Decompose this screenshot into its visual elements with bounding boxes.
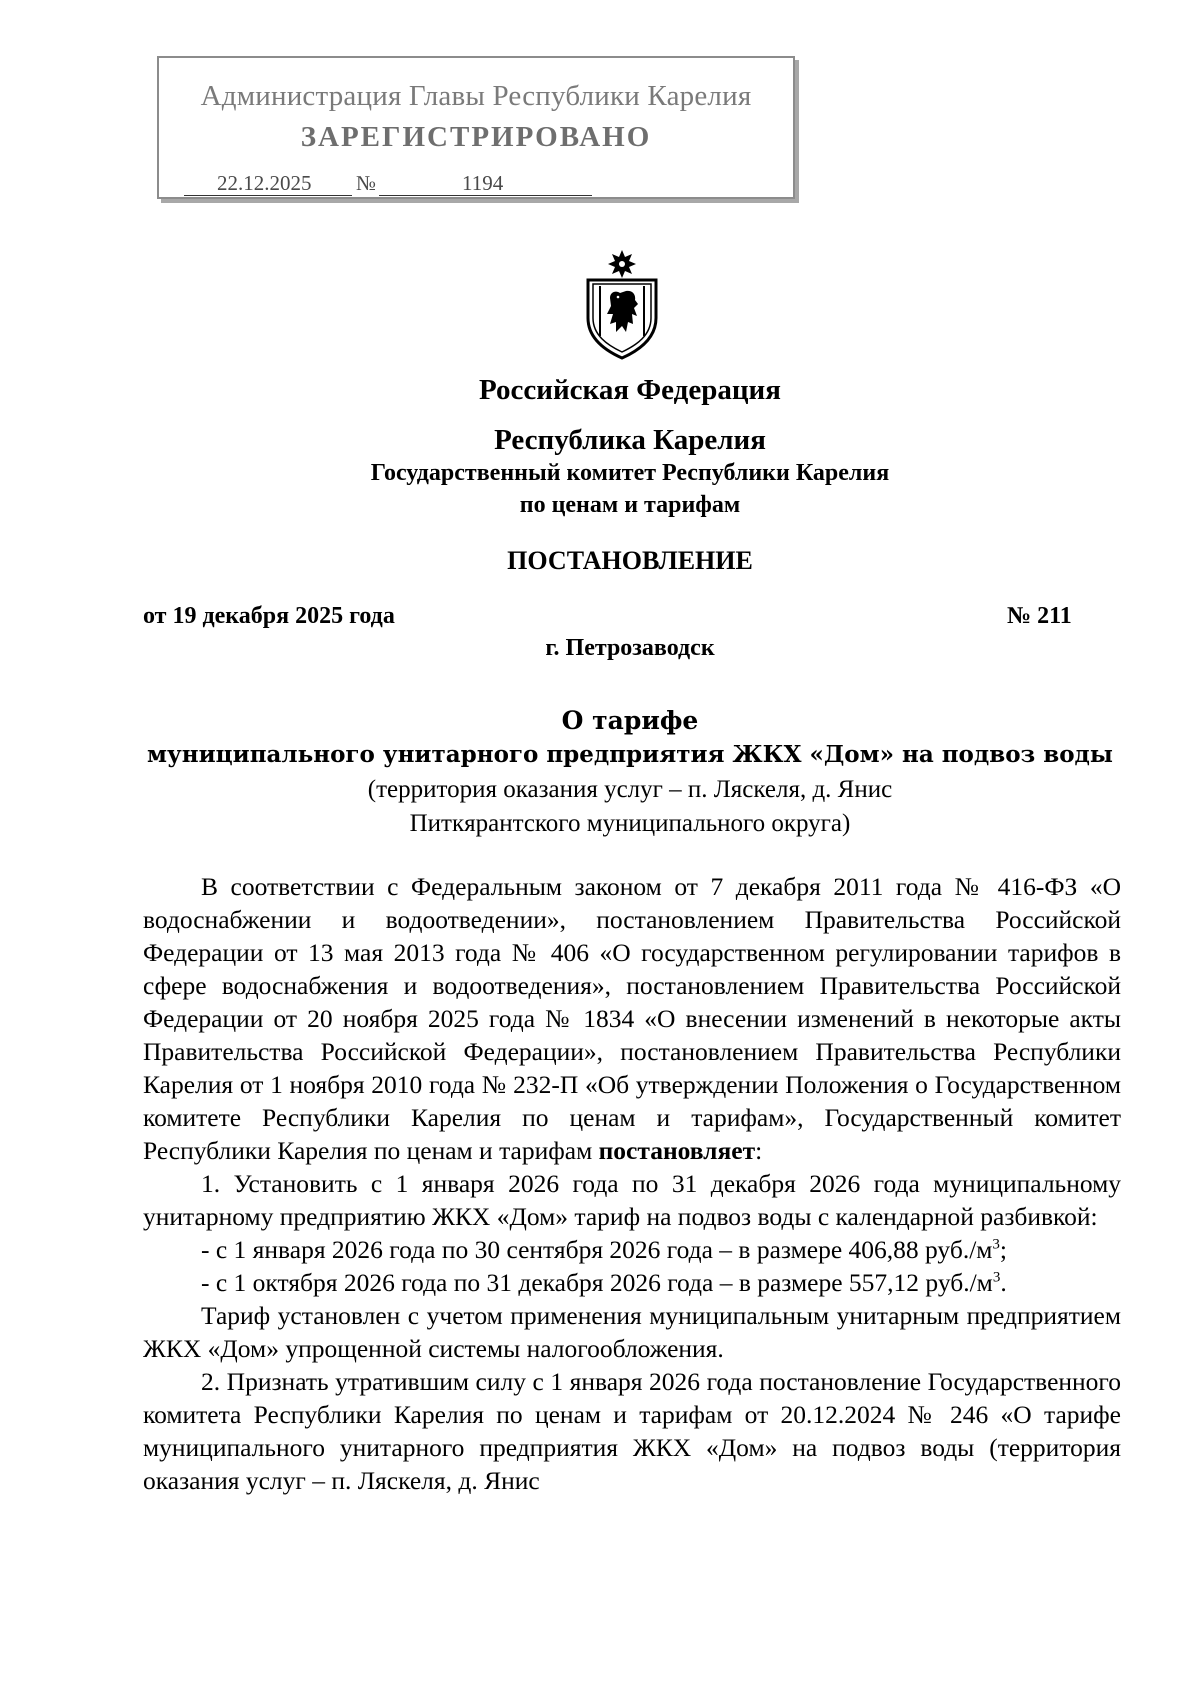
title-line1: О тарифе: [561, 706, 699, 735]
country-heading: Российская Федерация: [479, 374, 781, 406]
preamble-paragraph: В соответствии с Федеральным законом от 7 декабря 2011 года № 416-ФЗ «О водоснабжении и водоотведении», постановлением Правительства Российской Федерации от 13 мая 2013 года № 406 «О государственном регулировании тарифов в сфере водоснабжения и водоотведения», постановлением Правительства Российской Федерации от 20 ноября 2025 года № 1834 «О внесении изменений в некоторые акты Правительства Российской Федерации», постановлением Правительства Республики Карелия от 1 ноября 2010 года № 232-П «Об утверждении Положения о Государственном комитете Республики Карелия по ценам и тарифам», Государственный комитет Республики Карелия по ценам и тарифам постановляет:: [143, 872, 1121, 1165]
tax-note-paragraph: Тариф установлен с учетом применения муниципальным унитарным предприятием ЖКХ «Дом» упрощенной системы налогообложения.: [143, 1301, 1121, 1363]
clause-1: 1. Установить с 1 января 2026 года по 31 декабря 2026 года муниципальному унитарному предприятию ЖКХ «Дом» тариф на подвоз воды с календарной разбивкой:: [143, 1169, 1121, 1231]
committee-heading-line1: Государственный комитет Республики Карелия: [370, 460, 890, 486]
stamp-date: 22.12.2025: [184, 171, 352, 196]
document-date: от 19 декабря 2025 года: [143, 603, 395, 629]
tariff-period-1: - с 1 января 2026 года по 30 сентября 2026 года – в размере 406,88 $руб./м^3$;: [201, 1235, 1008, 1264]
karelia-coat-of-arms-icon: [580, 248, 664, 360]
document-city: г. Петрозаводск: [545, 635, 715, 661]
title-line2: муниципального унитарного предприятия ЖКХ «Дом» на подвоз воды: [147, 741, 1113, 768]
decree-verb: постановляет: [598, 1136, 756, 1165]
tariff-period-2: - с 1 октября 2026 года по 31 декабря 2026 года – в размере 557,12 $руб./м^3$.: [201, 1268, 1007, 1297]
stamp-registered: ЗАРЕГИСТРИРОВАНО: [300, 121, 652, 153]
title-line4: Питкярантского муниципального округа): [409, 810, 851, 837]
document-number: № 211: [1007, 603, 1072, 629]
registration-stamp: [157, 56, 795, 199]
document-body: [143, 870, 1121, 1497]
title-line3: (территория оказания услуг – п. Ляскеля, д. Янис: [367, 776, 893, 803]
stamp-number-label: №: [356, 171, 377, 195]
republic-heading: Республика Карелия: [494, 424, 766, 456]
stamp-registration-row: [184, 171, 764, 197]
committee-heading-line2: по ценам и тарифам: [519, 492, 741, 518]
stamp-number: 1194: [379, 171, 592, 196]
stamp-administration: Администрация Главы Республики Карелия: [200, 80, 752, 112]
clause-2: 2. Признать утратившим силу с 1 января 2026 года постановление Государственного комитета Республики Карелия по ценам и тарифам от 20.12.2024 № 246 «О тарифе муниципального унитарного предприятия ЖКХ «Дом» на подвоз воды (территория оказания услуг – п. Ляскеля, д. Янис: [143, 1367, 1121, 1495]
document-type: ПОСТАНОВЛЕНИЕ: [507, 546, 753, 575]
